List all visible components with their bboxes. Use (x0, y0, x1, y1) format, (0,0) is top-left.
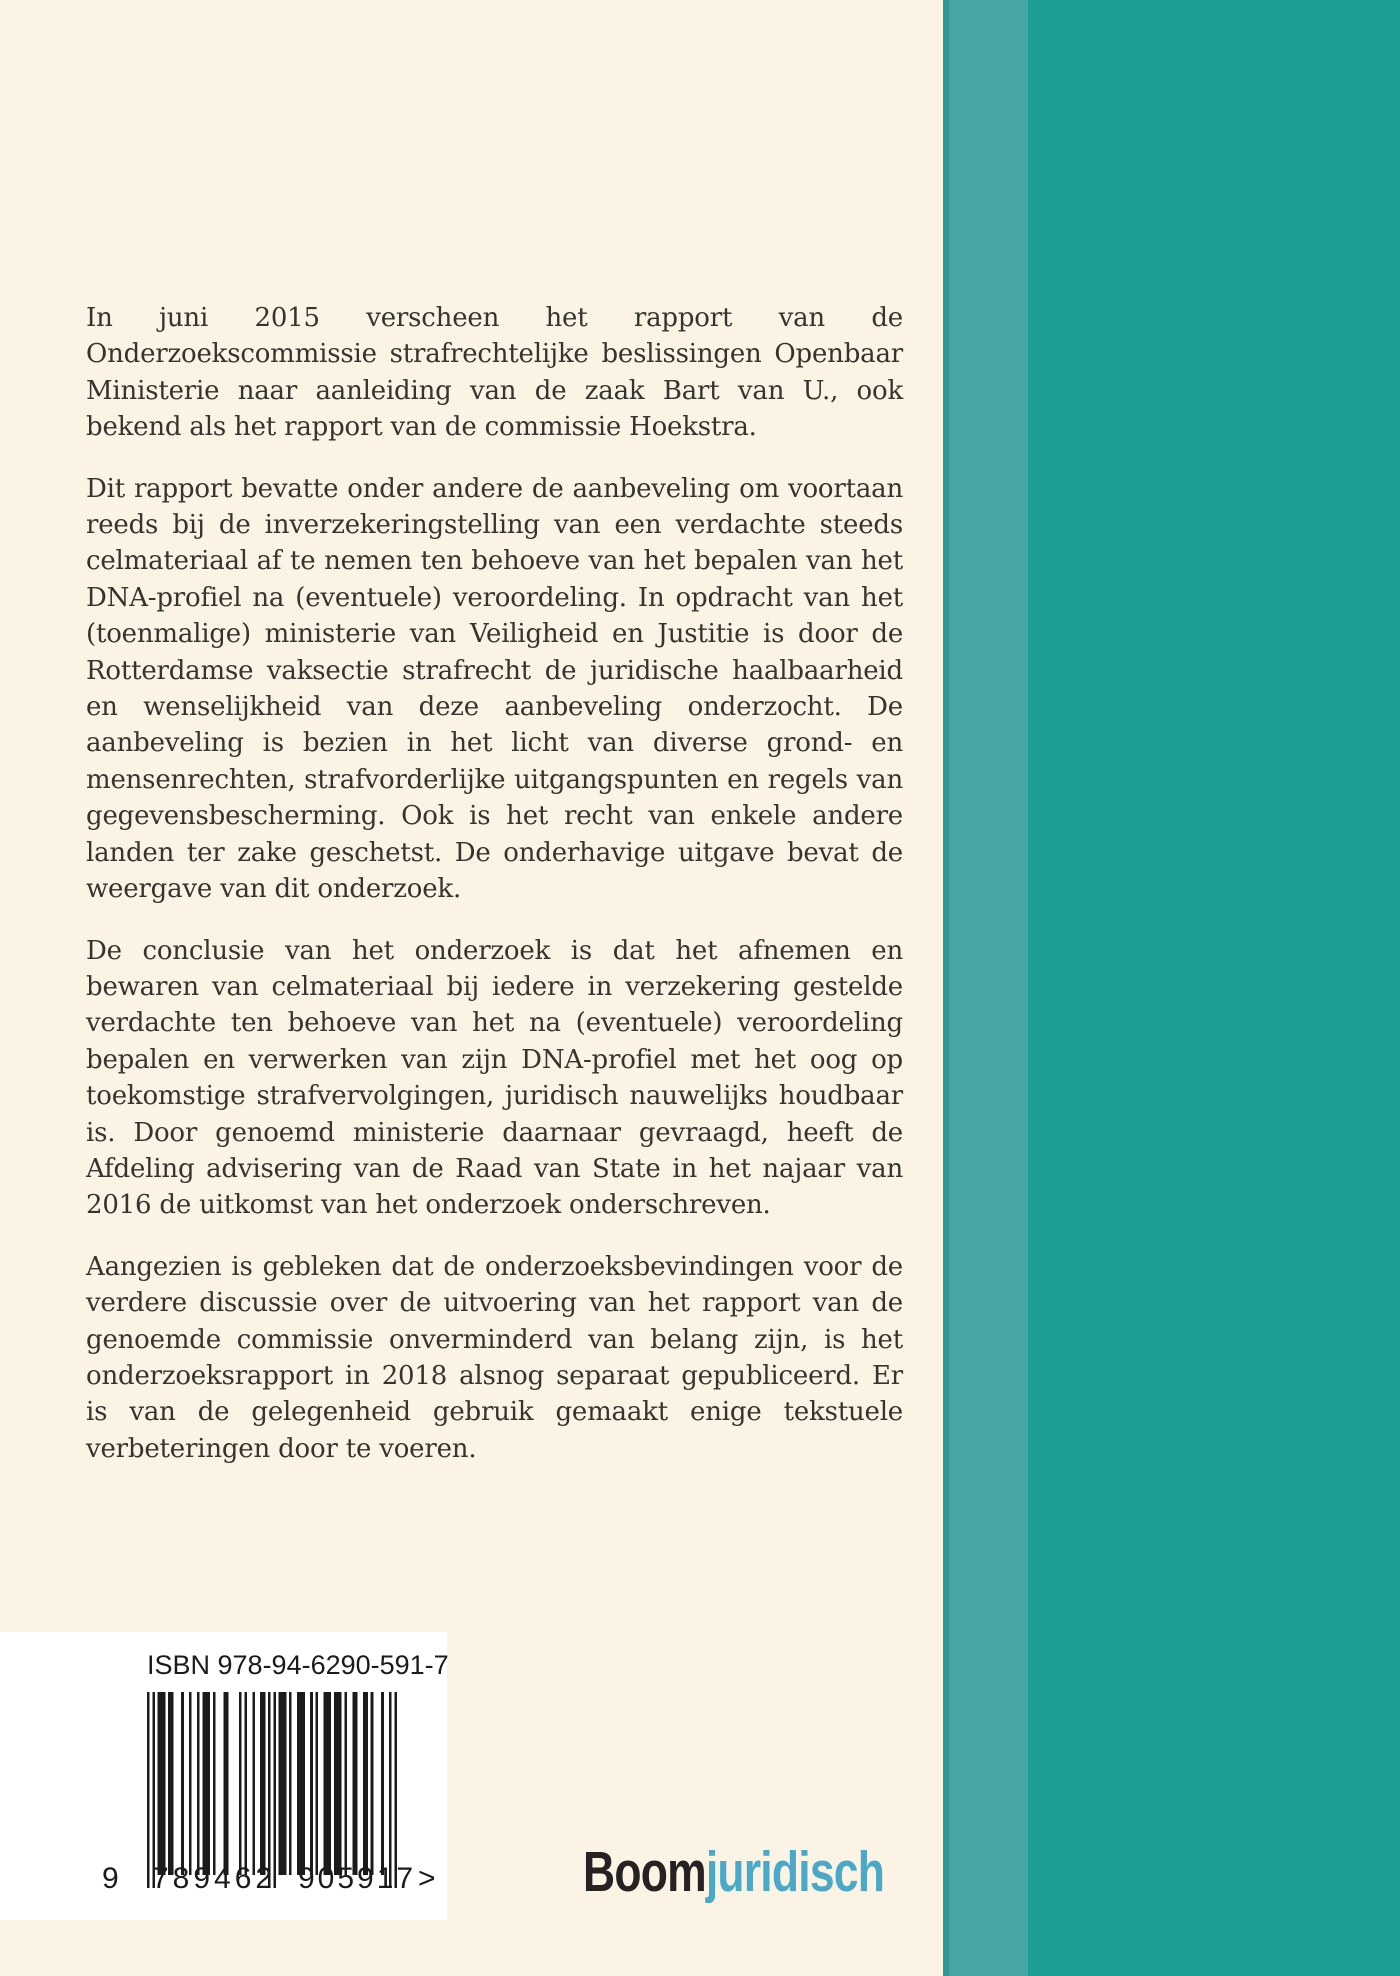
publisher-logo (583, 1840, 885, 1904)
blurb-paragraph-1: In juni 2015 verscheen het rapport van de Onderzoekscommissie strafrechtelijke beslissingen Openbaar Ministerie naar aanleiding van de zaak Bart van U., ook bekend als het rapport van de commissie Hoekstra. (86, 303, 903, 443)
back-cover-blurb (86, 300, 903, 1467)
isbn-label: ISBN 978-94-6290-591-7 (147, 1650, 449, 1680)
teal-side-panel (1028, 0, 1400, 1976)
barcode-left-group: 789462 (152, 1862, 277, 1895)
barcode-digits (98, 1862, 438, 1902)
ean13-barcode (147, 1692, 397, 1888)
blurb-paragraph-2: Dit rapport bevatte onder andere de aanbeveling om voortaan reeds bij de inverzekeringstelling van een verdachte steeds celmateriaal af te nemen ten behoeve van het bepalen van het DNA-profiel na (eventuele) veroordeling. In opdracht van het (toenmalige) ministerie van Veiligheid en Justitie is door de Rotterdamse vaksectie strafrecht de juridische haalbaarheid en wenselijkheid van deze aanbeveling onderzocht. De aanbeveling is bezien in het licht van diverse grond- en mensenrechten, strafvorderlijke uitgangspunten en regels van gegevensbescherming. Ook is het recht van enkele andere landen ter zake geschetst. De onderhavige uitgave bevat de weergave van dit onderzoek. (86, 473, 903, 905)
barcode-right-group: 905917 (298, 1862, 417, 1895)
publisher-logo-boom: Boom (583, 1840, 706, 1904)
barcode-quiet-zone-arrow: > (418, 1862, 436, 1895)
publisher-logo-juridisch: juridisch (705, 1840, 885, 1904)
teal-accent-band (949, 0, 1028, 1976)
blurb-paragraph-3: De conclusie van het onderzoek is dat het afnemen en bewaren van celmateriaal bij iedere in verzekering gestelde verdachte ten behoeve van het na (eventuele) veroordeling bepalen en verwerken van zijn DNA-profiel met het oog op toekomstige strafvervolgingen, juridisch nauwelijks houdbaar is. Door genoemd ministerie daarnaar gevraagd, heeft de Afdeling advisering van de Raad van State in het najaar van 2016 de uitkomst van het onderzoek onderschreven. (86, 935, 903, 1221)
blurb-paragraph-4: Aangezien is gebleken dat de onderzoeksbevindingen voor de verdere discussie over de uitvoering van het rapport van de genoemde commissie onverminderd van belang zijn, is het onderzoeksrapport in 2018 alsnog separaat gepubliceerd. Er is van de gelegenheid gebruik gemaakt enige tekstuele verbeteringen door te voeren. (86, 1251, 903, 1464)
barcode-first-digit: 9 (102, 1862, 119, 1895)
